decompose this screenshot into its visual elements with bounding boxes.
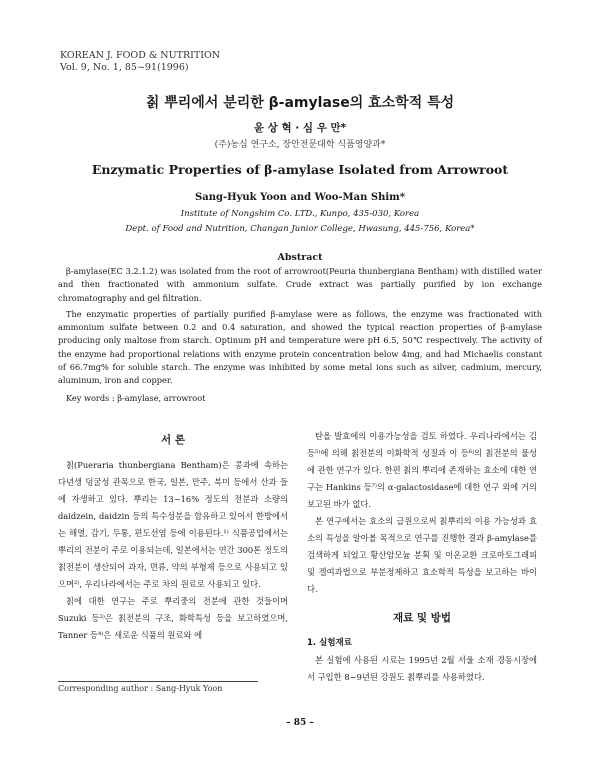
keywords: Key words : β-amylase, arrowroot: [66, 393, 206, 403]
intro-paragraph-2: 칡에 대한 연구는 주로 뿌리중의 전분에 관한 것들이며 Suzuki 등³⁾은 칡전분의 구조, 화학특성 등을 보고하였으며, Tanner 등⁴⁾은 새로운 식품의 원료와 에: [58, 596, 288, 640]
materials-paragraph: 본 실험에 사용된 시료는 1995년 2월 서울 소재 경동시장에서 구입한 8~9년된 강원도 칡뿌리를 사용하였다.: [307, 655, 537, 682]
journal-name: KOREAN J. FOOD & NUTRITION: [60, 50, 221, 61]
english-authors: Sang-Hyuk Yoon and Woo-Man Shim*: [195, 192, 405, 203]
institution-1: Institute of Nongshim Co. LTD., Kunpo, 435-030, Korea: [180, 209, 420, 219]
journal-volume: Vol. 9, No. 1, 85~91(1996): [60, 62, 189, 73]
intro-paragraph-4: 본 연구에서는 효소의 급원으로써 칡뿌리의 이용 가능성과 효소의 특성을 알아볼 목적으로 연구를 진행한 결과 β-amylase를 검색하게 되었고 황산암모늄 분획 및 이온교환 크로마토그래피 및 겔여과법으로 부분정제하고 효소학적 특성을 보고하는 바이다.: [307, 516, 537, 594]
intro-paragraph-3: 탄올 발효에의 이용가능성을 검토 하였다. 우리나라에서는 김 등⁵⁾에 의해 칡전분의 이화학적 성질과 이 등⁶⁾의 칡전분의 물성에 관한 연구가 있다. 한편 칡의 뿌리에 존재하는 효소에 대한 연구는 Hankins 등⁷⁾의 α-galactosidase에 대한 연구 외에 거의 보고된 바가 없다.: [307, 431, 537, 509]
korean-affiliation: (주)농심 연구소, 장안전문대학 식품영양과*: [214, 140, 386, 150]
intro-paragraph-1: 칡(Pueraria thunbergiana Bentham)은 콩과에 속하는 다년생 덩굴성 관목으로 한국, 일본, 만주, 북미 등에서 산과 들에 자생하고 있다. 뿌리는 13~16% 정도의 전분과 소량의 daidzein, daidzin 등의 특수성분을 함유하고 있어서 한방에서는 해열, 감기, 두통, 편도선염 등에 이용된다.¹⁾ 식품공업에서는 뿌리의 전분이 주로 이용되는데, 일본에서는 연간 300톤 정도의 칡전분이 생산되어 과자, 면류, 약의 부형제 등으로 사용되고 있으며²⁾, 우리나라에서는 주로 차의 원료로 사용되고 있다.: [58, 460, 288, 589]
introduction-heading: 서 론: [161, 434, 185, 446]
institution-2: Dept. of Food and Nutrition, Changan Junior College, Hwasung, 445-756, Korea*: [125, 224, 475, 234]
page-number: – 85 –: [286, 718, 314, 728]
methods-heading: 재료 및 방법: [392, 612, 452, 624]
abstract-heading: Abstract: [277, 252, 323, 263]
korean-authors: 윤 상 혁 · 심 우 만*: [253, 122, 347, 134]
journal-header: [60, 50, 220, 74]
abstract-paragraph-1: β-amylase(EC 3.2.1.2) was isolated from the root of arrowroot(Peuria thunbergiana Bentham) with distilled water and then fractionated with ammonium sulfate. Crude extract was partially purified by ion exchange chromatography and gel filtration.: [58, 266, 542, 303]
left-column: [58, 428, 288, 644]
materials-subheading: 1. 실험재료: [307, 638, 352, 648]
corresponding-author-footnote: Corresponding author : Sang-Hyuk Yoon: [58, 684, 223, 693]
abstract-body: [58, 265, 542, 388]
english-title: Enzymatic Properties of β-amylase Isolated from Arrowroot: [91, 162, 509, 177]
abstract-paragraph-2: The enzymatic properties of partially purified β-amylase were as follows, the enzyme was fractionated with ammonium sulfate between 0.2 and 0.4 saturation, and showed the typical reaction properties of β-amylase producing only maltose from starch. Optinum pH and temperature were pH 6.5, 50℃ respectively. The activity of the enzyme had proportional relations with enzyme protein concentration below 4mg, and had Michaelis constant of 66.7mg% for soluble starch. The enzyme was inhibited by some metal ions such as silver, cadmium, mercury, aluminum, iron and copper.: [58, 308, 542, 386]
korean-title: 칡 뿌리에서 분리한 β-amylase의 효소학적 특성: [145, 95, 455, 111]
right-column: [307, 428, 537, 686]
footnote-divider: [58, 681, 258, 682]
